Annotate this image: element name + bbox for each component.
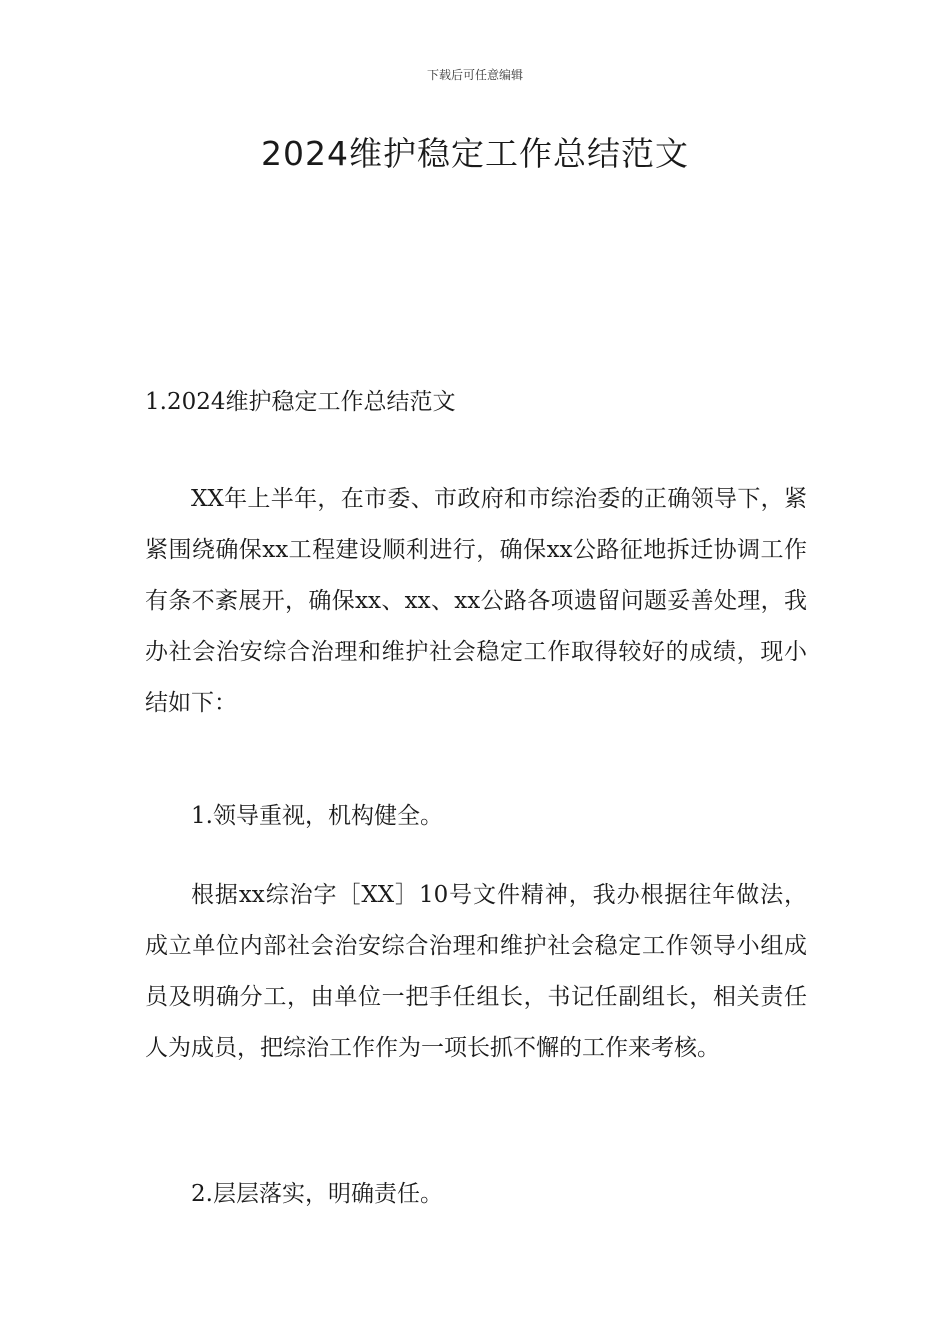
point-heading-1: 1.领导重视，机构健全。 [191,803,443,829]
point-heading-2: 2.层层落实，明确责任。 [191,1181,443,1207]
paragraph-intro: XX年上半年，在市委、市政府和市综治委的正确领导下，紧紧围绕确保xx工程建设顺利进行，确保xx公路征地拆迁协调工作有条不紊展开，确保xx、xx、xx公路各项遗留问题妥善处理，我办社会治安综合治理和维护社会稳定工作取得较好的成绩，现小结如下： [145,486,807,716]
section-heading: 1.2024维护稳定工作总结范文 [145,389,456,415]
paragraph-point-1: 根据xx综治字［XX］10号文件精神，我办根据往年做法，成立单位内部社会治安综合治理和维护社会稳定工作领导小组成员及明确分工，由单位一把手任组长，书记任副组长，相关责任人为成员，把综治工作作为一项长抓不懈的工作来考核。 [145,882,807,1061]
document-title: 2024维护稳定工作总结范文 [261,134,689,173]
header-note: 下载后可任意编辑 [426,68,523,82]
